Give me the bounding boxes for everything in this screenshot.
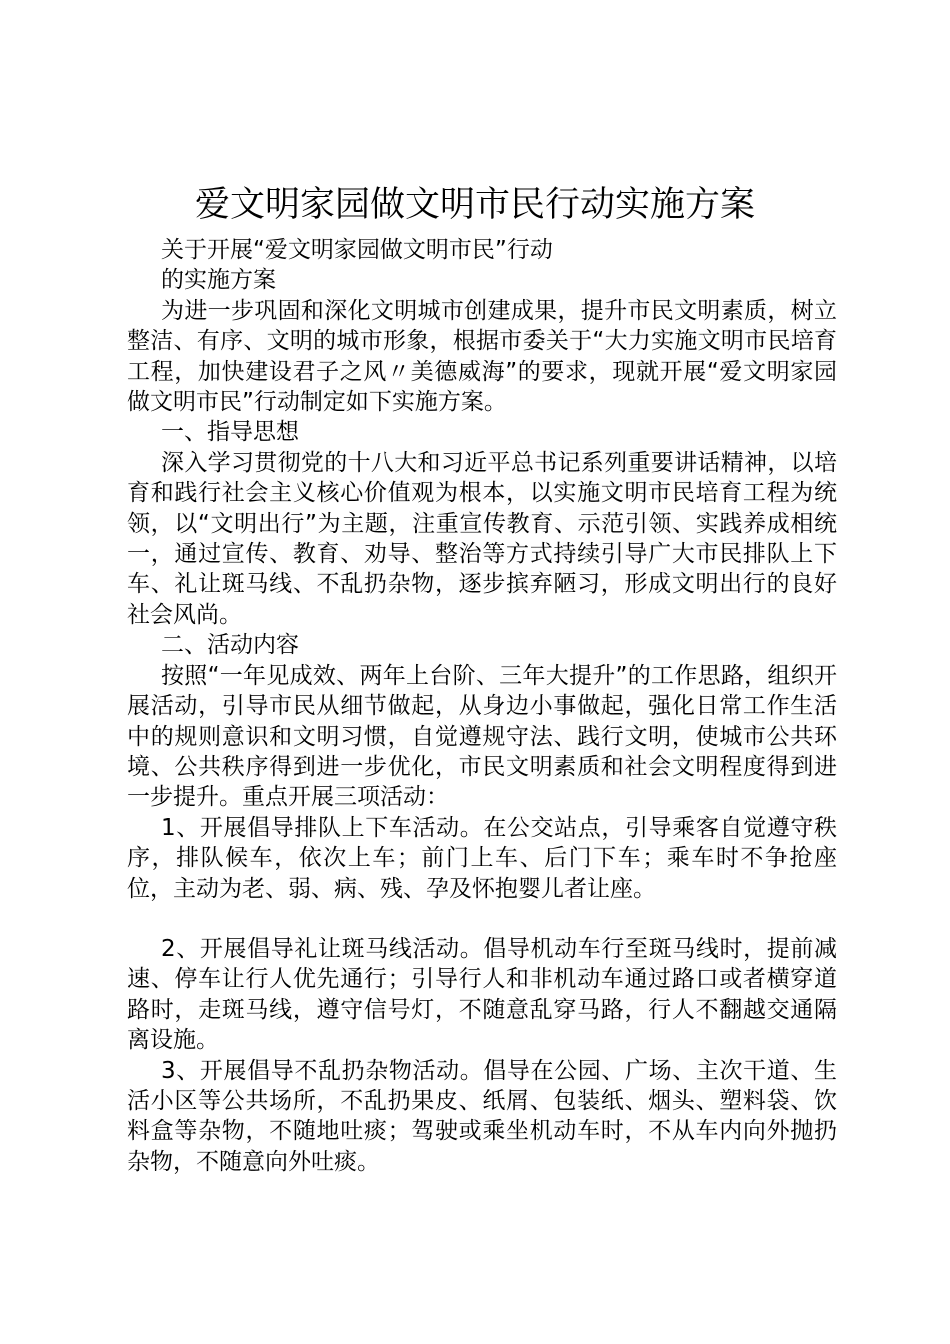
subtitle-line-1: 关于开展“爱文明家园做文明市民”行动 <box>161 237 553 263</box>
document-title: 爱文明家园做文明市民行动实施方案 <box>194 185 755 225</box>
activity-content-paragraph: 按照“一年见成效、两年上台阶、三年大提升”的工作思路，组织开展活动，引导市民从细节做起，从身边小事做起，强化日常工作生活中的规则意识和文明习惯，自觉遵规守法、践行文明，使城市公共环境、公共秩序得到进一步优化，市民文明素质和社会文明程度得到进一步提升。重点开展三项活动： <box>127 662 837 811</box>
section-heading-activity-content: 二、活动内容 <box>161 632 299 659</box>
document-body <box>127 235 837 1177</box>
activity-item-queue-boarding: 1、开展倡导排队上下车活动。在公交站点，引导乘客自觉遵守秩序，排队候车，依次上车；前门上车、后门下车；乘车时不争抢座位，主动为老、弱、病、残、孕及怀抱婴儿者让座。 <box>127 814 837 902</box>
activity-item-zebra-crossing: 2、开展倡导礼让斑马线活动。倡导机动车行至斑马线时，提前减速、停车让行人优先通行；引导行人和非机动车通过路口或者横穿道路时，走斑马线，遵守信号灯，不随意乱穿马路，行人不翻越交通隔离设施。 <box>127 935 837 1054</box>
guiding-ideology-paragraph: 深入学习贯彻党的十八大和习近平总书记系列重要讲话精神，以培育和践行社会主义核心价值观为根本，以实施文明市民培育工程为统领，以“文明出行”为主题，注重宣传教育、示范引领、实践养成相统一，通过宣传、教育、劝导、整治等方式持续引导广大市民排队上下车、礼让斑马线、不乱扔杂物，逐步摈弃陋习，形成文明出行的良好社会风尚。 <box>127 449 837 628</box>
intro-paragraph: 为进一步巩固和深化文明城市创建成果，提升市民文明素质，树立整洁、有序、文明的城市形象，根据市委关于“大力实施文明市民培育工程，加快建设君子之风〃美德威海”的要求，现就开展“爱文明家园做文明市民”行动制定如下实施方案。 <box>127 297 837 416</box>
activity-item-no-littering: 3、开展倡导不乱扔杂物活动。倡导在公园、广场、主次干道、生活小区等公共场所，不乱扔果皮、纸屑、包装纸、烟头、塑料袋、饮料盒等杂物，不随地吐痰；驾驶或乘坐机动车时，不从车内向外抛扔杂物，不随意向外吐痰。 <box>127 1057 837 1175</box>
section-heading-guiding-ideology: 一、指导思想 <box>161 419 299 446</box>
paragraph-gap <box>127 904 837 934</box>
subtitle-line-2: 的实施方案 <box>161 267 276 294</box>
